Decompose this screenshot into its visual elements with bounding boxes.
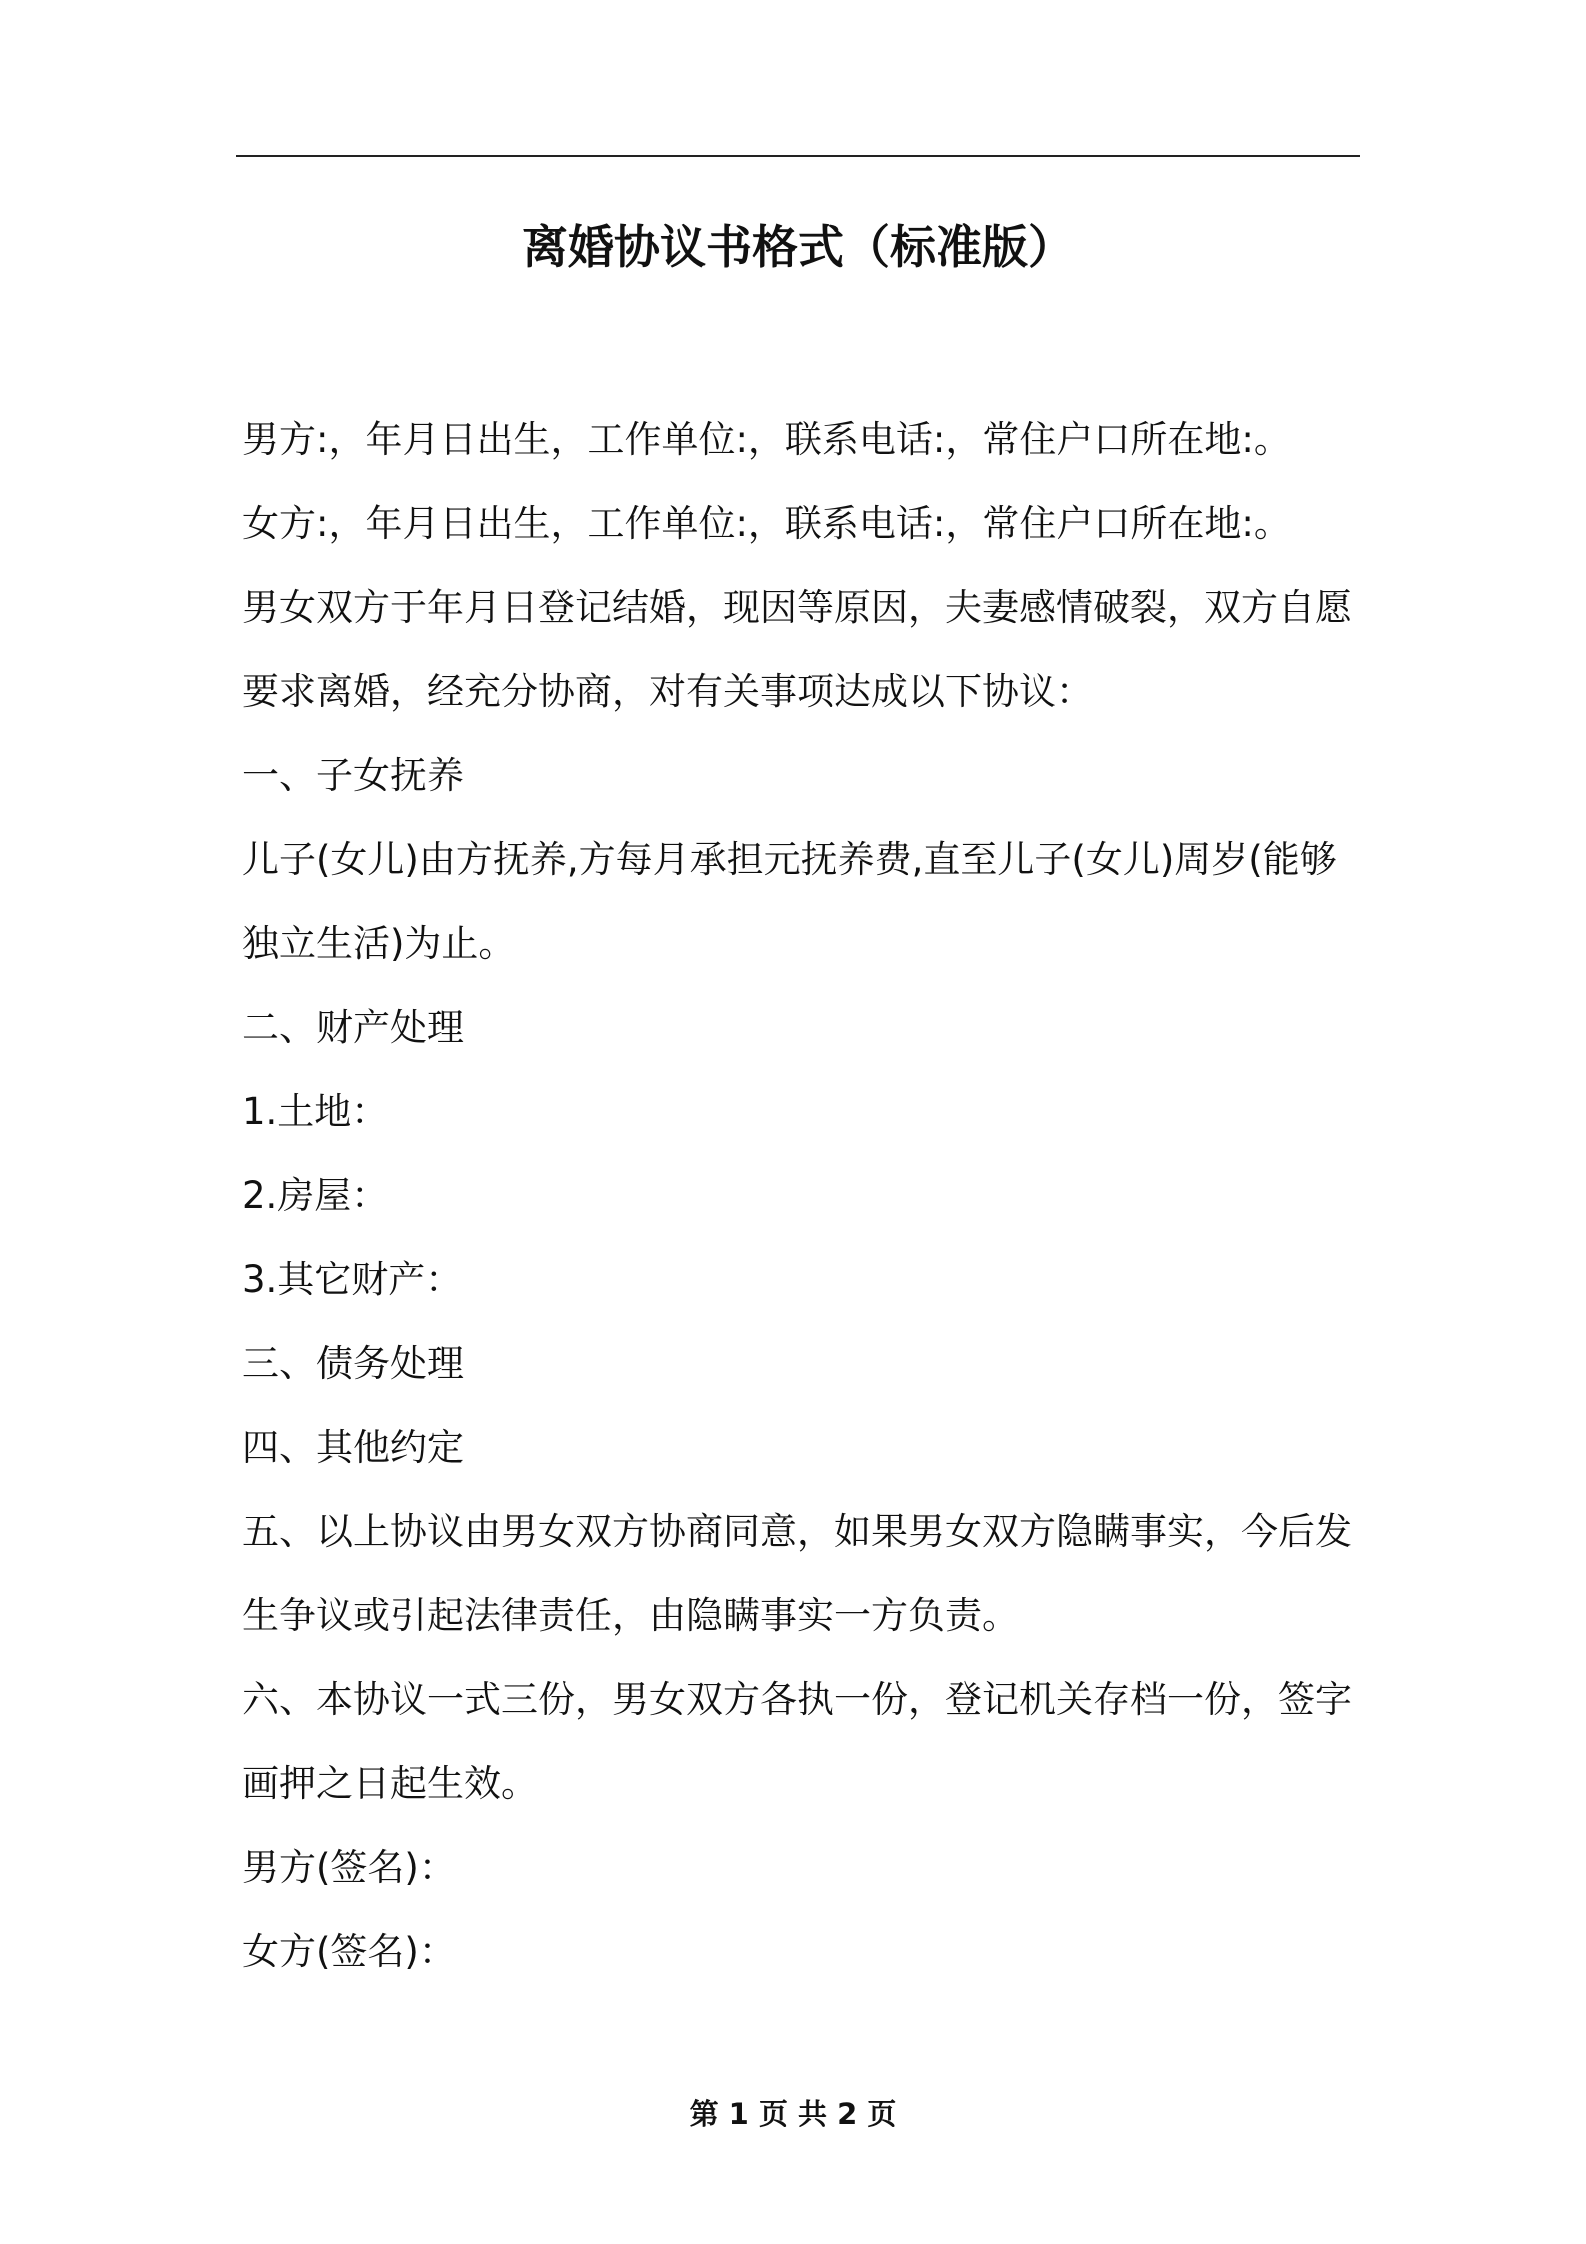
clause-five-line-1: 五、以上协议由男女双方协商同意，如果男女双方隐瞒事实，今后发 xyxy=(242,1510,1352,1553)
party-female-info: 女方:，年月日出生，工作单位:，联系电话:，常住户口所在地:。 xyxy=(242,502,1291,545)
signature-male: 男方(签名)： xyxy=(242,1846,456,1889)
property-item-other: 3.其它财产： xyxy=(242,1258,463,1301)
section-heading-other-terms: 四、其他约定 xyxy=(242,1426,464,1469)
clause-six-line-1: 六、本协议一式三份，男女双方各执一份，登记机关存档一份，签字 xyxy=(242,1678,1352,1721)
property-item-land: 1.土地： xyxy=(242,1090,389,1133)
section-heading-debt: 三、债务处理 xyxy=(242,1342,464,1385)
child-custody-line-2: 独立生活)为止。 xyxy=(242,922,516,965)
signature-female: 女方(签名)： xyxy=(242,1930,456,1973)
party-male-info: 男方:，年月日出生，工作单位:，联系电话:，常住户口所在地:。 xyxy=(242,418,1291,461)
header-divider xyxy=(236,155,1360,157)
document-title: 离婚协议书格式（标准版） xyxy=(522,220,1074,274)
section-heading-property: 二、财产处理 xyxy=(242,1006,464,1049)
property-item-house: 2.房屋： xyxy=(242,1174,389,1217)
document-body xyxy=(242,398,1360,1994)
preamble-line-2: 要求离婚，经充分协商，对有关事项达成以下协议： xyxy=(242,670,1093,713)
page-number: 第 1 页 共 2 页 xyxy=(689,2097,897,2131)
preamble-line-1: 男女双方于年月日登记结婚，现因等原因，夫妻感情破裂，双方自愿 xyxy=(242,586,1352,629)
clause-five-line-2: 生争议或引起法律责任，由隐瞒事实一方负责。 xyxy=(242,1594,1019,1637)
page-footer xyxy=(0,2092,1586,2136)
clause-six-line-2: 画押之日起生效。 xyxy=(242,1762,538,1805)
child-custody-line-1: 儿子(女儿)由方抚养,方每月承担元抚养费,直至儿子(女儿)周岁(能够 xyxy=(242,838,1337,881)
section-heading-child-custody: 一、子女抚养 xyxy=(242,754,464,797)
